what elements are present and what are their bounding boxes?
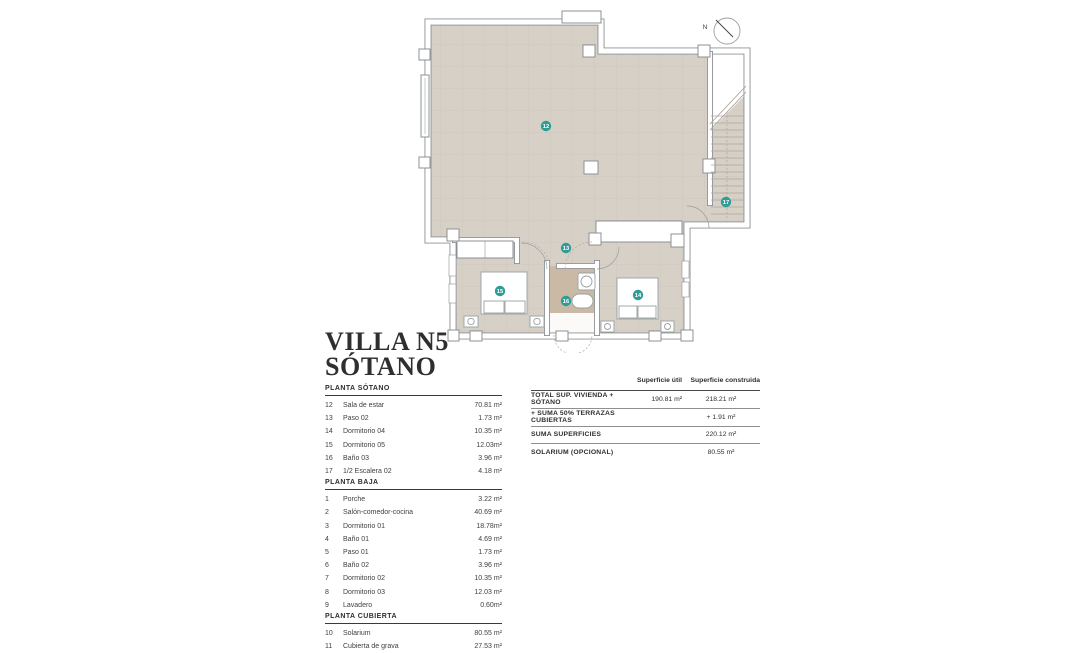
summary-label: SOLARIUM (OPCIONAL) (531, 449, 614, 457)
room-name: Dormitorio 05 (343, 441, 386, 449)
section-planta-baja (325, 479, 502, 612)
room-number: 8 (325, 588, 329, 596)
summary-row (531, 390, 760, 408)
section-heading: PLANTA SÓTANO (325, 385, 502, 396)
room-area: 10.35 m² (474, 575, 502, 583)
table-row (325, 425, 502, 438)
room-name: Baño 02 (343, 562, 370, 570)
svg-text:17: 17 (722, 200, 730, 207)
room-area: 40.69 m² (474, 509, 502, 517)
room-number: 2 (325, 509, 329, 517)
room-name: Sala de estar (343, 402, 385, 410)
room-area: 70.81 m² (474, 402, 502, 410)
section-planta-cubierta (325, 613, 502, 653)
summary-rows (531, 390, 760, 461)
room-name: Cubierta de grava (343, 643, 399, 651)
section-heading: PLANTA BAJA (325, 479, 502, 490)
room-area: 3.96 m² (478, 454, 502, 462)
area-tables (325, 384, 502, 653)
summary-value-construida: + 1.91 m² (706, 413, 736, 421)
summary-label: TOTAL SUP. VIVIENDA + SÓTANO (531, 392, 614, 407)
room-area: 18.78m² (476, 522, 502, 530)
room-area: 1.73 m² (478, 415, 502, 423)
room-name: Porche (343, 496, 366, 504)
room-area: 12.03m² (476, 441, 502, 449)
room-area: 3.22 m² (478, 496, 502, 504)
room-name: Dormitorio 04 (343, 428, 386, 436)
col-header-util: Superficie útil (637, 377, 682, 384)
room-number: 5 (325, 548, 329, 556)
room-number: 14 (325, 428, 333, 436)
room-number: 17 (325, 468, 333, 476)
room-number: 13 (325, 415, 333, 423)
table-row (325, 452, 502, 465)
table-row (325, 559, 502, 572)
room-name: Dormitorio 03 (343, 588, 386, 596)
svg-text:15: 15 (496, 289, 504, 296)
room-number: 10 (325, 629, 333, 637)
room-number: 1 (325, 496, 329, 504)
room-area: 3.96 m² (478, 562, 502, 570)
summary-row (531, 443, 760, 461)
room-area: 80.55 m² (474, 629, 502, 637)
room-area: 10.35 m² (474, 428, 502, 436)
room-name: Dormitorio 01 (343, 522, 386, 530)
room-label-14 (633, 290, 643, 300)
bathtub (572, 294, 593, 308)
surface-summary-table (531, 377, 760, 461)
room-area: 27.53 m² (474, 643, 502, 651)
room-name: 1/2 Escalera 02 (343, 468, 392, 476)
page-title (325, 329, 585, 379)
section-rows (325, 493, 502, 612)
north-compass-icon (703, 18, 740, 44)
room-number: 11 (325, 643, 333, 651)
col-header-construida: Superficie construida (690, 377, 760, 384)
table-row (325, 640, 502, 653)
page-title-line1: VILLA N5 (325, 327, 449, 356)
room-label-13 (561, 243, 571, 253)
table-row (325, 599, 502, 612)
room-name: Dormitorio 02 (343, 575, 386, 583)
svg-text:16: 16 (562, 299, 570, 306)
room-area: 4.18 m² (478, 468, 502, 476)
summary-label: SUMA SUPERFICIES (531, 431, 602, 439)
summary-value-construida: 220.12 m² (705, 431, 737, 439)
page-title-line2: SÓTANO (325, 352, 437, 381)
svg-text:14: 14 (634, 293, 642, 300)
section-heading: PLANTA CUBIERTA (325, 613, 502, 624)
summary-value-construida: 80.55 m² (707, 449, 735, 457)
room-name: Solarium (343, 629, 371, 637)
floor-plan (415, 5, 767, 353)
north-label: N (702, 24, 708, 31)
table-row (325, 399, 502, 412)
summary-value-util: 190.81 m² (651, 395, 682, 403)
table-row (325, 572, 502, 585)
room-name: Paso 02 (343, 415, 369, 423)
summary-row (531, 426, 760, 444)
table-row (325, 493, 502, 506)
room-name: Salón-comedor-cocina (343, 509, 414, 517)
room-number: 7 (325, 575, 329, 583)
svg-text:13: 13 (562, 246, 570, 253)
section-planta-sotano (325, 385, 502, 478)
room-number: 3 (325, 522, 329, 530)
room-area: 1.73 m² (478, 548, 502, 556)
table-row (325, 465, 502, 478)
room-area: 12.03 m² (474, 588, 502, 596)
svg-text:12: 12 (542, 124, 550, 131)
section-rows (325, 399, 502, 478)
room-label-17 (721, 197, 731, 207)
room-area: 4.69 m² (478, 535, 502, 543)
room-number: 15 (325, 441, 333, 449)
room-name: Baño 01 (343, 535, 370, 543)
room-number: 12 (325, 402, 333, 410)
summary-header (531, 377, 760, 390)
table-row (325, 585, 502, 598)
room-number: 4 (325, 535, 329, 543)
table-row (325, 520, 502, 533)
room-number: 9 (325, 601, 329, 609)
table-row (325, 627, 502, 640)
room-label-16 (561, 296, 571, 306)
room-label-12 (541, 121, 551, 131)
room-name: Baño 03 (343, 454, 370, 462)
section-rows (325, 627, 502, 653)
summary-row (531, 408, 760, 426)
table-row (325, 546, 502, 559)
summary-value-construida: 218.21 m² (705, 395, 737, 403)
table-row (325, 533, 502, 546)
room-number: 6 (325, 562, 329, 570)
table-row (325, 506, 502, 519)
room-area: 0.60m² (480, 601, 502, 609)
room-name: Paso 01 (343, 548, 369, 556)
room-name: Lavadero (343, 601, 373, 609)
room-label-15 (495, 286, 505, 296)
table-row (325, 439, 502, 452)
table-row (325, 412, 502, 425)
summary-label: + SUMA 50% TERRAZAS CUBIERTAS (531, 410, 615, 425)
room-number: 16 (325, 454, 333, 462)
